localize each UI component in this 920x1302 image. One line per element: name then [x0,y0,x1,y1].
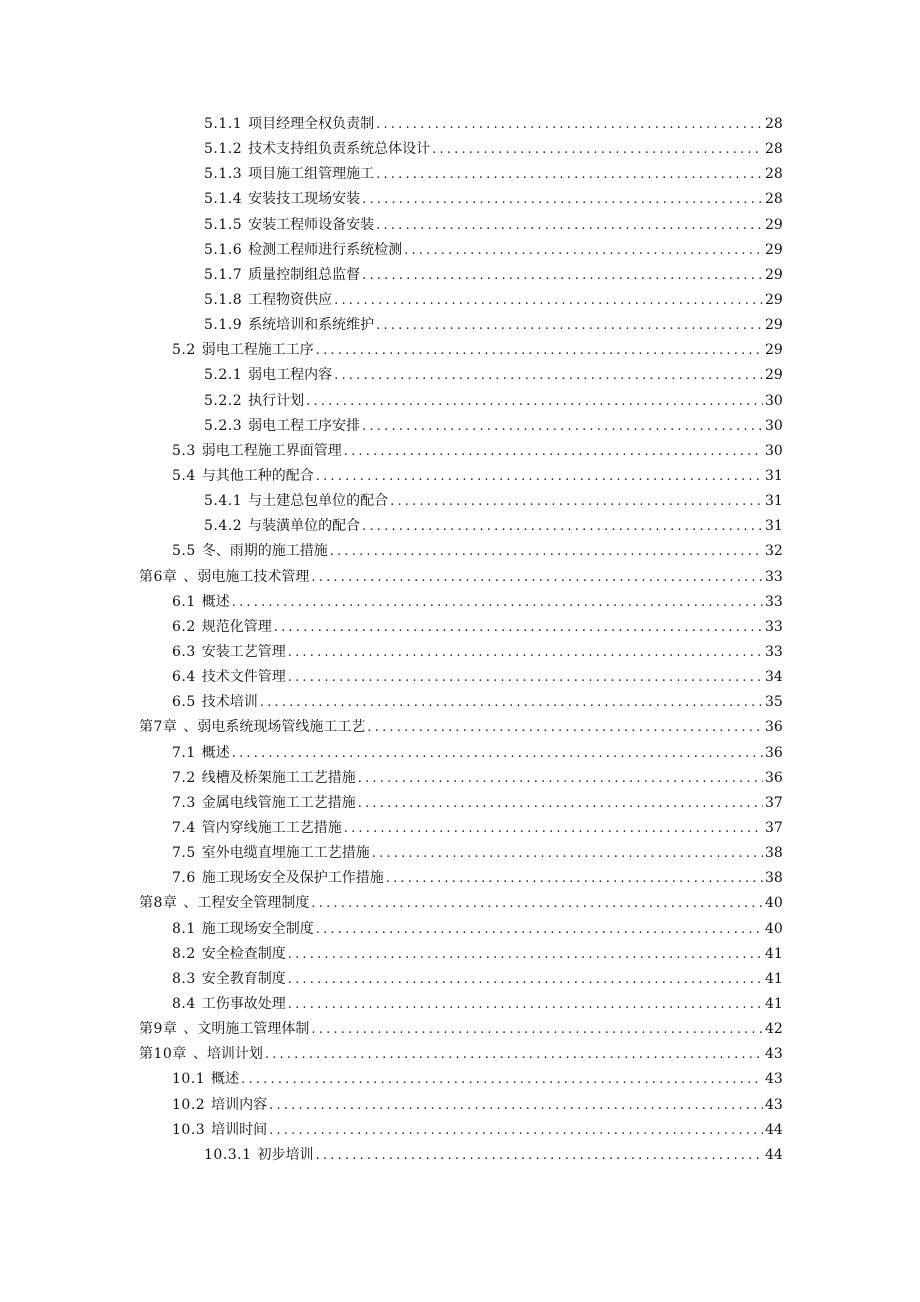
toc-entry-page-number: 31 [765,518,783,535]
toc-entry-page-number: 38 [765,870,783,887]
toc-entry-title: 、工程安全管理制度 [183,895,310,912]
toc-entry-page-number: 33 [765,593,783,610]
toc-entry-title: 与其他工种的配合 [201,468,314,485]
toc-entry-number: 7.4 [172,820,196,836]
toc-entry-title: 检测工程师进行系统检测 [248,241,403,258]
toc-entry-title: 安装技工现场安装 [248,191,361,208]
toc-entry[interactable] [0,112,920,137]
toc-entry-page-number: 30 [765,392,783,409]
toc-entry-page-number: 38 [765,845,783,862]
toc-entry-title: 、弱电系统现场管线施工工艺 [183,719,366,736]
toc-entry-number: 7.6 [172,870,196,887]
toc-entry-number: 7.3 [172,794,196,811]
toc-entry[interactable] [0,1042,920,1067]
toc-entry-number: 5.1.7 [204,266,243,283]
dot-leader [288,942,763,967]
toc-entry-title: 项目经理全权负责制 [248,116,375,133]
toc-entry[interactable] [0,187,920,212]
toc-entry-number: 10.3 [172,1121,206,1138]
toc-entry-number: 10.2 [172,1096,206,1113]
toc-entry-number: 5.4.1 [204,493,243,510]
toc-entry[interactable] [0,313,920,338]
toc-entry[interactable] [0,263,920,288]
toc-entry-page-number: 37 [765,820,783,836]
toc-entry-number: 5.1.4 [204,191,243,208]
dot-leader [330,539,763,564]
toc-entry[interactable] [0,816,920,841]
toc-entry-number: 第10章 [139,1046,187,1063]
toc-entry[interactable] [0,640,920,665]
toc-entry-title: 概述 [211,1071,240,1088]
toc-entry-number: 7.5 [172,845,196,862]
toc-entry-page-number: 44 [765,1146,783,1163]
dot-leader [311,891,763,916]
dot-leader [311,1017,763,1042]
toc-entry-title: 质量控制组总监督 [248,266,361,283]
dot-leader [334,288,763,313]
toc-entry-number: 6.3 [172,644,196,661]
dot-leader [362,514,763,539]
dot-leader [386,866,763,891]
toc-entry-page-number: 33 [765,644,783,661]
toc-entry-title: 弱电工程内容 [248,367,333,384]
toc-entry-title: 安装工艺管理 [201,644,286,661]
toc-entry-title: 项目施工组管理施工 [248,166,375,183]
toc-entry-title: 培训内容 [211,1096,268,1113]
toc-entry-title: 技术支持组负责系统总体设计 [248,141,431,158]
toc-entry-number: 6.1 [172,593,196,610]
toc-entry[interactable] [0,1143,920,1168]
toc-entry[interactable] [0,866,920,891]
toc-entry-page-number: 36 [765,769,783,786]
toc-entry-title: 金属电线管施工工艺措施 [201,794,356,811]
toc-entry[interactable] [0,288,920,313]
toc-entry-title: 概述 [201,744,230,761]
toc-entry-title: 技术文件管理 [201,669,286,686]
toc-entry-title: 施工现场安全及保护工作措施 [201,870,384,887]
toc-entry-page-number: 29 [765,367,783,384]
toc-entry-page-number: 29 [765,317,783,334]
toc-entry[interactable] [0,715,920,740]
toc-entry[interactable] [0,665,920,690]
toc-entry-title: 系统培训和系统维护 [248,317,375,334]
toc-entry-number: 5.2.1 [204,367,243,384]
toc-entry-number: 6.2 [172,618,196,635]
toc-entry[interactable] [0,389,920,414]
toc-entry-title: 安装工程师设备安装 [248,216,375,233]
dot-leader [269,1118,763,1143]
toc-entry[interactable] [0,741,920,766]
toc-entry-page-number: 33 [765,568,783,585]
toc-entry[interactable] [0,489,920,514]
toc-entry[interactable] [0,766,920,791]
toc-entry[interactable] [0,942,920,967]
toc-entry-title: 工程物资供应 [248,292,333,309]
toc-entry[interactable] [0,1118,920,1143]
toc-entry-number: 5.2.3 [204,417,243,434]
toc-entry-page-number: 29 [765,241,783,258]
toc-entry-number: 5.1.2 [204,141,243,158]
toc-entry-page-number: 36 [765,744,783,761]
toc-entry-number: 5.4.2 [204,518,243,535]
toc-entry-number: 5.2 [172,342,196,359]
dot-leader [274,615,763,640]
toc-entry-title: 弱电工程工序安排 [248,417,361,434]
toc-entry[interactable] [0,539,920,564]
toc-entry-number: 5.1.8 [204,292,243,309]
toc-entry-title: 与装潢单位的配合 [248,518,361,535]
dot-leader [376,213,763,238]
toc-entry-page-number: 37 [765,794,783,811]
toc-entry-title: 培训时间 [211,1121,268,1138]
dot-leader [362,414,763,439]
toc-entry-title: 技术培训 [201,694,258,711]
toc-entry-title: 管内穿线施工工艺措施 [201,820,342,836]
dot-leader [316,917,763,942]
dot-leader [367,715,763,740]
toc-entry-number: 5.2.2 [204,392,243,409]
toc-entry-number: 10.3.1 [204,1146,252,1163]
toc-entry-number: 5.4 [172,468,196,485]
toc-entry-number: 8.4 [172,995,196,1012]
toc-entry-title: 弱电工程施工工序 [201,342,314,359]
toc-entry-page-number: 28 [765,191,783,208]
toc-entry-page-number: 34 [765,669,783,686]
dot-leader [358,791,763,816]
toc-entry[interactable] [0,967,920,992]
toc-entry-page-number: 31 [765,468,783,485]
toc-entry[interactable] [0,439,920,464]
toc-entry[interactable] [0,238,920,263]
toc-entry-page-number: 30 [765,417,783,434]
toc-entry-title: 、弱电施工技术管理 [183,568,310,585]
dot-leader [390,489,763,514]
toc-entry-number: 8.3 [172,970,196,987]
dot-leader [404,238,763,263]
toc-entry-number: 5.1.1 [204,116,243,133]
toc-entry-number: 5.1.9 [204,317,243,334]
toc-entry-title: 室外电缆直埋施工工艺措施 [201,845,370,862]
dot-leader [362,187,763,212]
dot-leader [288,992,763,1017]
toc-entry-number: 第6章 [139,568,178,585]
toc-entry-number: 10.1 [172,1071,206,1088]
toc-entry-page-number: 28 [765,141,783,158]
toc-entry-page-number: 40 [765,920,783,937]
toc-entry-number: 5.1.6 [204,241,243,258]
dot-leader [232,590,763,615]
toc-entry-page-number: 28 [765,166,783,183]
toc-entry-page-number: 40 [765,895,783,912]
toc-entry-page-number: 41 [765,995,783,1012]
toc-entry-title: 安全检查制度 [201,945,286,962]
toc-entry-title: 工伤事故处理 [201,995,286,1012]
dot-leader [316,1143,763,1168]
toc-entry-page-number: 36 [765,719,783,736]
toc-entry-number: 第8章 [139,895,178,912]
toc-entry-number: 5.1.5 [204,216,243,233]
dot-leader [311,565,763,590]
toc-entry[interactable] [0,363,920,388]
toc-entry-number: 8.1 [172,920,196,937]
toc-entry-page-number: 41 [765,970,783,987]
dot-leader [241,1067,763,1092]
toc-entry[interactable] [0,615,920,640]
dot-leader [288,640,763,665]
dot-leader [344,816,763,841]
toc-entry[interactable] [0,414,920,439]
toc-entry-number: 第7章 [139,719,178,736]
toc-entry-title: 施工现场安全制度 [201,920,314,937]
toc-entry-title: 概述 [201,593,230,610]
toc-entry-title: 线槽及桥架施工工艺措施 [201,769,356,786]
toc-entry[interactable] [0,338,920,363]
dot-leader [334,363,763,388]
dot-leader [288,967,763,992]
toc-entry-number: 7.1 [172,744,196,761]
toc-entry[interactable] [0,992,920,1017]
dot-leader [306,389,763,414]
toc-entry-page-number: 28 [765,116,783,133]
dot-leader [344,439,763,464]
toc-entry-number: 5.3 [172,442,196,459]
toc-entry-number: 5.1.3 [204,166,243,183]
toc-entry-page-number: 31 [765,493,783,510]
toc-entry-page-number: 33 [765,618,783,635]
dot-leader [265,1042,763,1067]
toc-entry[interactable] [0,1092,920,1117]
toc-entry-page-number: 42 [765,1021,783,1038]
dot-leader [269,1093,763,1118]
dot-leader [376,162,763,187]
toc-entry-page-number: 41 [765,945,783,962]
toc-entry[interactable] [0,917,920,942]
toc-entry-number: 第9章 [139,1021,178,1038]
toc-entry-number: 6.5 [172,694,196,711]
toc-entry-title: 安全教育制度 [201,970,286,987]
toc-entry[interactable] [0,514,920,539]
toc-entry[interactable] [0,137,920,162]
toc-entry[interactable] [0,1067,920,1092]
dot-leader [372,841,763,866]
toc-entry[interactable] [0,213,920,238]
toc-entry-number: 5.5 [172,543,196,560]
toc-entry-title: 规范化管理 [201,618,272,635]
dot-leader [432,137,763,162]
toc-entry[interactable] [0,162,920,187]
toc-entry-page-number: 29 [765,266,783,283]
toc-entry-number: 7.2 [172,769,196,786]
dot-leader [260,690,763,715]
toc-entry[interactable] [0,1017,920,1042]
toc-entry-title: 冬、雨期的施工措施 [201,543,328,560]
toc-entry-title: 初步培训 [257,1146,314,1163]
toc-entry-title: 执行计划 [248,392,305,409]
dot-leader [316,464,763,489]
table-of-contents [0,112,920,1168]
dot-leader [362,263,763,288]
toc-entry-page-number: 44 [765,1121,783,1138]
toc-entry-page-number: 43 [765,1096,783,1113]
toc-entry[interactable] [0,590,920,615]
toc-entry[interactable] [0,565,920,590]
toc-entry-page-number: 30 [765,442,783,459]
dot-leader [288,665,763,690]
toc-entry[interactable] [0,841,920,866]
toc-entry-title: 弱电工程施工界面管理 [201,442,342,459]
toc-entry-page-number: 29 [765,342,783,359]
toc-entry[interactable] [0,891,920,916]
toc-entry[interactable] [0,690,920,715]
toc-entry-page-number: 29 [765,216,783,233]
toc-entry-page-number: 29 [765,292,783,309]
dot-leader [376,313,763,338]
toc-entry[interactable] [0,464,920,489]
dot-leader [376,112,763,137]
toc-entry-page-number: 43 [765,1046,783,1063]
toc-entry-title: 、培训计划 [192,1046,263,1063]
toc-entry-number: 8.2 [172,945,196,962]
toc-entry[interactable] [0,791,920,816]
toc-entry-page-number: 35 [765,694,783,711]
dot-leader [232,741,763,766]
toc-entry-page-number: 43 [765,1071,783,1088]
dot-leader [316,338,763,363]
dot-leader [358,766,763,791]
toc-entry-title: 与土建总包单位的配合 [248,493,389,510]
toc-entry-number: 6.4 [172,669,196,686]
toc-entry-page-number: 32 [765,543,783,560]
toc-entry-title: 、文明施工管理体制 [183,1021,310,1038]
